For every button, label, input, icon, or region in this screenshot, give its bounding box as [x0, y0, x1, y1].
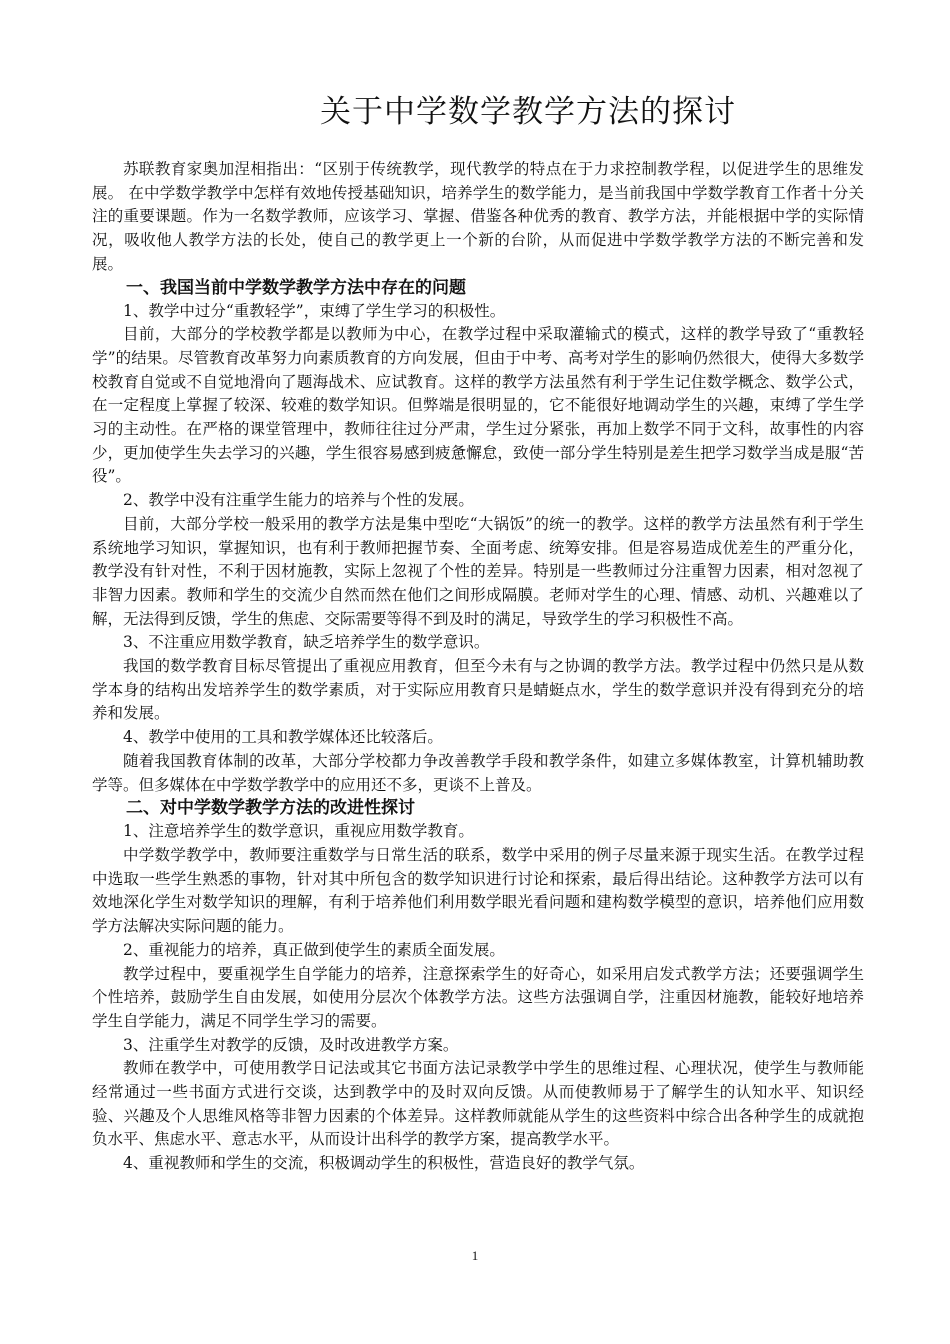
- section-1-point-3: 3、不注重应用数学教育，缺乏培养学生的数学意识。: [123, 633, 490, 652]
- section-2-point-2: 2、重视能力的培养，真正做到使学生的素质全面发展。: [123, 940, 505, 959]
- section-2-point-3-body: 教师在教学中，可使用教学日记法或其它书面方法记录教学中学生的思维过程、心理状况，使学生与教师能经常通过一些书面方式进行交谈，达到教学中的及时双向反馈。从而使教师易于了解学生的认知水平、知识经验、兴趣及个人思维风格等非智力因素的个体差异。这样教师就能从学生的这些资料中综合出各种学生的成就抱负水平、焦虑水平、意志水平，从而设计出科学的教学方案，提高教学水平。: [92, 1059, 864, 1149]
- section-1-point-1: 1、教学中过分“重教轻学”，束缚了学生学习的积极性。: [123, 301, 506, 320]
- section-1-point-3-body: 我国的数学教育目标尽管提出了重视应用教育，但至今未有与之协调的教学方法。教学过程中仍然只是从数学本身的结构出发培养学生的数学素质，对于实际应用教育只是蜻蜓点水，学生的数学意识并没有得到充分的培养和发展。: [92, 657, 864, 723]
- section-2-point-2-body: 教学过程中，要重视学生自学能力的培养，注意探索学生的好奇心，如采用启发式教学方法；还要强调学生个性培养，鼓励学生自由发展，如使用分层次个体教学方法。这些方法强调自学，注重因材施教，能较好地培养学生自学能力，满足不同学生学习的需要。: [92, 964, 864, 1030]
- section-2-point-3: 3、注重学生对教学的反馈，及时改进教学方案。: [123, 1035, 459, 1054]
- section-2-heading: 二、对中学数学教学方法的改进性探讨: [126, 798, 415, 819]
- section-1-point-2-body: 目前，大部分学校一般采用的教学方法是集中型吃“大锅饭”的统一的教学。这样的教学方法虽然有利于学生系统地学习知识，掌握知识，也有利于教师把握节奏、全面考虑、统筹安排。但是容易造成优差生的严重分化，教学没有针对性，不利于因材施教，实际上忽视了个性的差异。特别是一些教师过分注重智力因素，相对忽视了非智力因素。教师和学生的交流少自然而然在他们之间形成隔膜。老师对学生的心理、情感、动机、兴趣难以了解，无法得到反馈，学生的焦虑、交际需要等得不到及时的满足，导致学生的学习积极性不高。: [92, 514, 864, 628]
- intro-paragraph: 苏联教育家奥加涅相指出：“区别于传统教学，现代教学的特点在于力求控制教学程，以促进学生的思维发展。 在中学数学教学中怎样有效地传授基础知识，培养学生的数学能力，是当前我国中学数学教育工作者十分关注的重要课题。作为一名数学教师，应该学习、掌握、借鉴各种优秀的教育、教学方法，并能根据中学的实际情况，吸收他人教学方法的长处，使自己的教学更上一个新的台阶，从而促进中学数学教学方法的不断完善和发展。: [92, 160, 864, 273]
- section-1-heading: 一、我国当前中学数学教学方法中存在的问题: [126, 277, 466, 298]
- document-title: 关于中学数学教学方法的探讨: [320, 94, 736, 130]
- section-1-point-1-body: 目前，大部分的学校教学都是以教师为中心，在教学过程中采取灌输式的模式，这样的教学导致了“重教轻学”的结果。尽管教育改革努力向素质教育的方向发展，但由于中考、高考对学生的影响仍然很大，使得大多数学校教育自觉或不自觉地滑向了题海战术、应试教育。这样的教学方法虽然有利于学生记住数学概念、数学公式，在一定程度上掌握了较深、较难的数学知识。但弊端是很明显的，它不能很好地调动学生的兴趣，束缚了学生学习的主动性。在严格的课堂管理中，教师往往过分严肃，学生过分紧张，再加上数学不同于文科，故事性的内容少，更加使学生失去学习的兴趣，学生很容易感到疲惫懈怠，致使一部分学生特别是差生把学习数学当成是服“苦役”。: [92, 325, 864, 486]
- section-2-point-4: 4、重视教师和学生的交流，积极调动学生的积极性，营造良好的教学气氛。: [123, 1154, 645, 1173]
- section-1-point-4-body: 随着我国教育体制的改革，大部分学校都力争改善教学手段和教学条件，如建立多媒体教室，计算机辅助教学等。但多媒体在中学数学教学中的应用还不多，更谈不上普及。: [92, 751, 864, 794]
- section-2-point-1: 1、注意培养学生的数学意识，重视应用数学教育。: [123, 822, 474, 841]
- page-number: 1: [471, 1248, 479, 1263]
- section-1-point-2: 2、教学中没有注重学生能力的培养与个性的发展。: [123, 491, 474, 510]
- section-2-point-1-body: 中学数学教学中，教师要注重数学与日常生活的联系，数学中采用的例子尽量来源于现实生活。在教学过程中选取一些学生熟悉的事物，针对其中所包含的数学知识进行讨论和探索，最后得出结论。这种教学方法可以有效地深化学生对数学知识的理解，有利于培养他们利用数学眼光看问题和建构数学模型的意识，培养他们应用数学方法解决实际问题的能力。: [92, 845, 864, 936]
- section-1-point-4: 4、教学中使用的工具和教学媒体还比较落后。: [123, 728, 443, 747]
